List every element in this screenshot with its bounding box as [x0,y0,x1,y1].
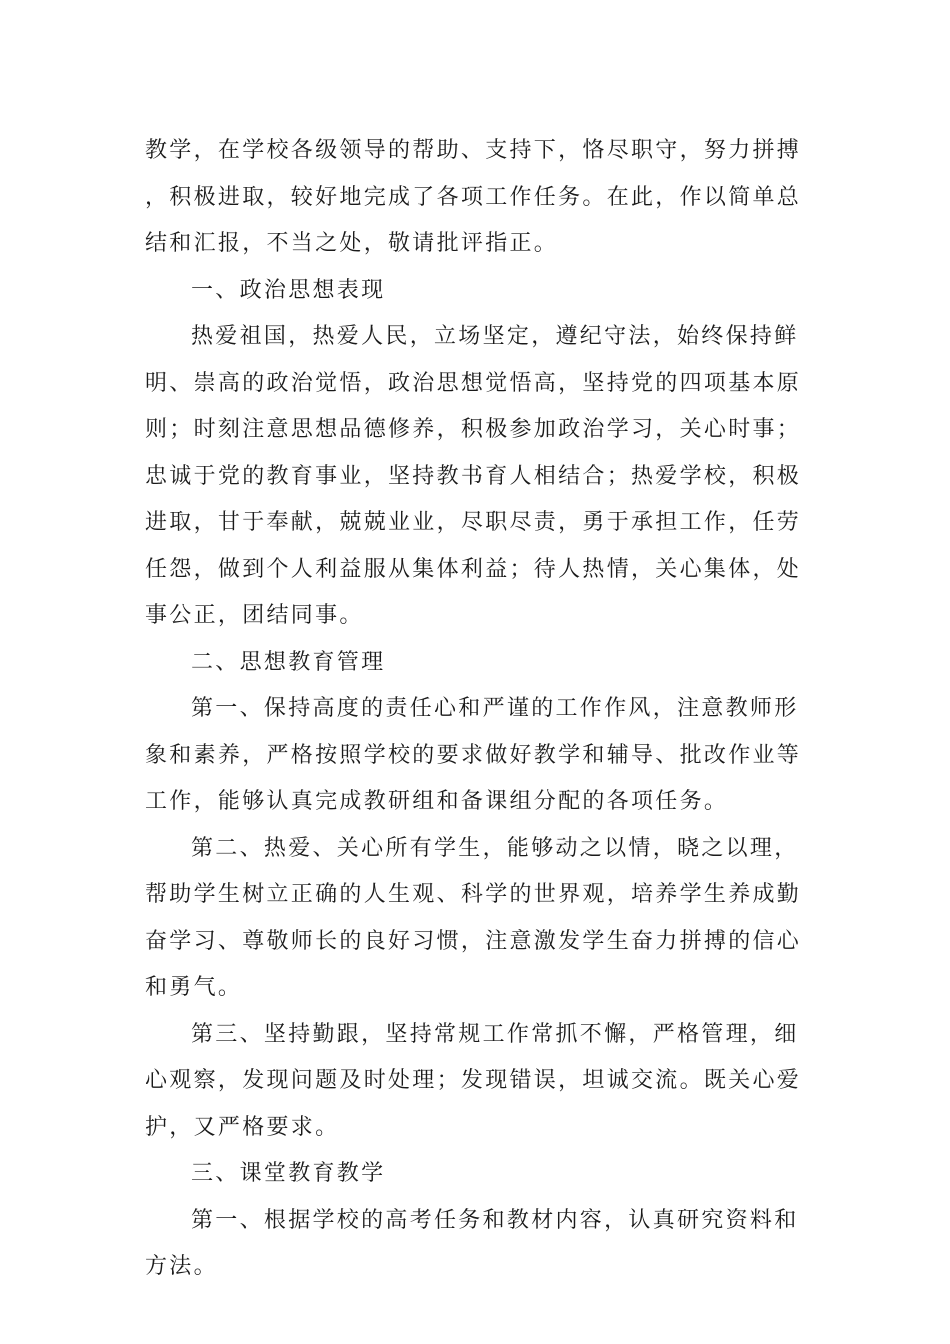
paragraph-management-2: 第二、热爱、关心所有学生，能够动之以情，晓之以理，帮助学生树立正确的人生观、科学的世界观，培养学生养成勤奋学习、尊敬师长的良好习惯，注意激发学生奋力拼搏的信心和勇气。 [145,835,802,1000]
section-heading-management: 二、思想教育管理 [191,649,386,675]
paragraph-management-1: 第一、保持高度的责任心和严谨的工作作风，注意教师形象和素养，严格按照学校的要求做好教学和辅导、批改作业等工作，能够认真完成教研组和备课组分配的各项任务。 [145,696,802,814]
section-heading-teaching: 三、课堂教育教学 [191,1161,386,1186]
section-heading-political: 一、政治思想表现 [191,277,386,303]
paragraph-teaching-1: 第一、根据学校的高考任务和教材内容，认真研究资料和方法。 [145,1207,799,1279]
paragraph-management-3: 第三、坚持勤跟，坚持常规工作常抓不懈，严格管理，细心观察，发现问题及时处理；发现错误，坦诚交流。既关心爱护，又严格要求。 [145,1021,802,1140]
paragraph-intro: 教学，在学校各级领导的帮助、支持下，恪尽职守，努力拼搏，积极进取，较好地完成了各项工作任务。在此，作以简单总结和汇报，不当之处，敬请批评指正。 [145,138,802,256]
document-body [145,128,810,1291]
paragraph-political: 热爱祖国，热爱人民，立场坚定，遵纪守法，始终保持鲜明、崇高的政治觉悟，政治思想觉悟高，坚持党的四项基本原则；时刻注意思想品德修养，积极参加政治学习，关心时事；忠诚于党的教育事业，坚持教书育人相结合；热爱学校，积极进取，甘于奉献，兢兢业业，尽职尽责，勇于承担工作，任劳任怨，做到个人利益服从集体利益；待人热情，关心集体，处事公正，团结同事。 [145,324,802,628]
